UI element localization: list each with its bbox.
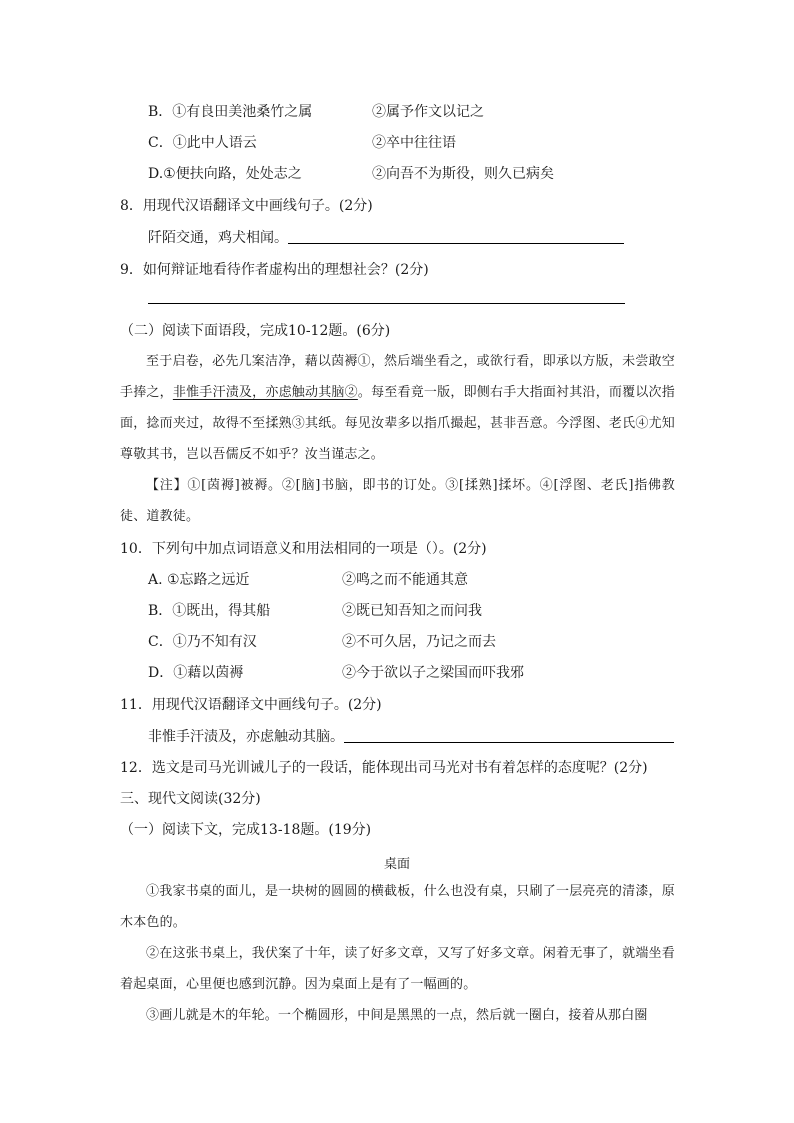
q7-option-b-left: B．①有良田美池桑竹之属 xyxy=(148,104,313,120)
q7-option-d-right: ②向吾不为斯役，则久已病矣 xyxy=(372,166,554,182)
essay-title: 桌面 xyxy=(383,857,410,872)
q10-option-a-left: A. ①忘路之远近 xyxy=(148,572,250,588)
essay-paragraph-1: ①我家书桌的面儿，是一块树的圆圆的横截板，什么也没有桌，只刷了一层亮亮的清漆，原木本色的。 xyxy=(120,884,675,930)
passage-note: 【注】①[茵褥]被褥。②[脑]书脑，即书的订处。③[揉熟]揉坏。④[浮图、老氏]指佛教徒、道教徒。 xyxy=(120,478,675,524)
q10-option-d-right: ②今于欲以子之梁国而吓我邪 xyxy=(342,665,524,681)
q7-option-b-right: ②属予作文以记之 xyxy=(372,104,484,120)
q10-option-b-right: ②既已知吾知之而问我 xyxy=(342,603,482,619)
q10-option-c-left: C．①乃不知有汉 xyxy=(148,634,257,650)
q8-sentence: 阡陌交通，鸡犬相闻。 xyxy=(148,230,288,246)
q11-sentence: 非惟手汗渍及，亦虑触动其脑。 xyxy=(148,729,344,745)
passage-text-a: 至于启卷，必先几案洁净，藉以茵褥①，然后端坐看之，或欲行看，即承以方版，未尝敢空手捧之， xyxy=(120,354,675,400)
q10-stem: 10．下列句中加点词语意义和用法相同的一项是（）。(2分) xyxy=(120,541,487,557)
classical-passage xyxy=(120,346,675,532)
passage-paragraph xyxy=(120,346,675,470)
q11-stem: 11．用现代汉语翻译文中画线句子。(2分) xyxy=(120,697,382,713)
essay-paragraph-2: ②在这张书桌上，我伏案了十年，读了好多文章，又写了好多文章。闲着无事了，就端坐看着起桌面，心里便也感到沉静。因为桌面上是有了一幅画的。 xyxy=(120,946,675,992)
essay-paragraph-3: ③画儿就是木的年轮。一个椭圆形，中间是黑黑的一点，然后就一圈白，接着从那白圈 xyxy=(146,1008,648,1023)
q11-answer-line[interactable] xyxy=(344,742,674,743)
q10-option-c-right: ②不可久居，乃记之而去 xyxy=(342,634,496,650)
section2-heading: （二）阅读下面语段，完成10-12题。(6分) xyxy=(120,323,391,339)
q8-stem: 8．用现代汉语翻译文中画线句子。(2分) xyxy=(120,198,373,214)
q9-stem: 9．如何辩证地看待作者虚构出的理想社会？(2分) xyxy=(120,262,429,278)
q7-option-c-left: C．①此中人语云 xyxy=(148,135,257,151)
passage-underlined-sentence: 非惟手汗渍及，亦虑触动其脑② xyxy=(172,385,358,400)
q7-option-d-left: D.①便扶向路，处处志之 xyxy=(148,166,302,182)
q12-stem: 12．选文是司马光训诫儿子的一段话，能体现出司马光对书有着怎样的态度呢？(2分) xyxy=(120,760,648,776)
q10-option-a-right: ②鸣之而不能通其意 xyxy=(342,572,468,588)
q10-option-b-left: B．①既出，得其船 xyxy=(148,603,271,619)
q8-answer-line[interactable] xyxy=(288,243,624,244)
modern-essay xyxy=(120,876,675,1031)
part3-heading: 三、现代文阅读(32分) xyxy=(120,791,261,807)
section3-heading: （一）阅读下文，完成13-18题。(19分) xyxy=(120,822,372,838)
q7-option-c-right: ②卒中往往语 xyxy=(372,135,456,151)
q9-answer-line[interactable] xyxy=(148,303,625,304)
passage-text-b: 。每至看竟一版，即侧右手大指面衬其沿，而覆以次指面，捻而夹过，故得不至揉熟③其纸。每见汝辈多以指爪撮起，甚非吾意。今浮图、老氏④尤知尊敬其书，岂以吾儒反不如乎？汝当谨志之。 xyxy=(120,385,675,462)
q10-option-d-left: D．①藉以茵褥 xyxy=(148,665,244,681)
